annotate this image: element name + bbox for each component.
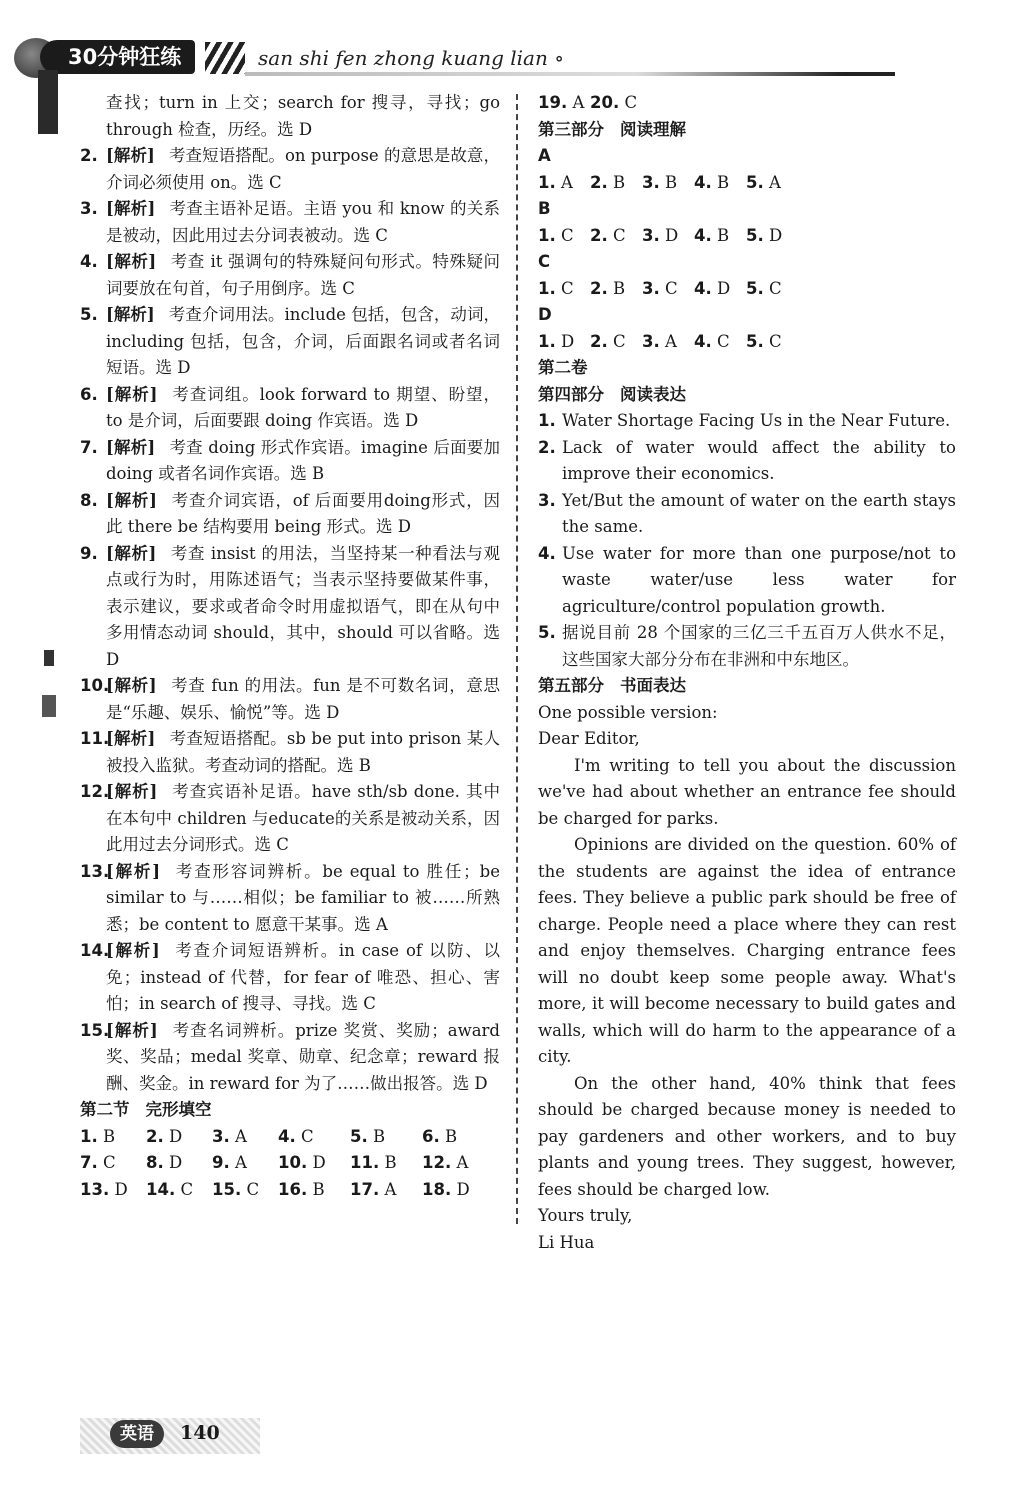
item-number: 12.	[80, 782, 110, 801]
answer-number: 3.	[642, 225, 660, 245]
answer-number: 5.	[746, 278, 764, 298]
answer-cell	[350, 1124, 422, 1151]
item-number: 9.	[80, 543, 98, 563]
answer-cell	[212, 1124, 278, 1151]
answer-number: 18.	[422, 1179, 452, 1199]
answer-number: 5.	[746, 331, 764, 351]
analysis-item	[80, 541, 500, 674]
answer-number: 14.	[146, 1179, 176, 1199]
item-number: 1.	[538, 411, 556, 430]
answer-value: C	[301, 1126, 314, 1146]
item-number: 4.	[80, 252, 98, 271]
essay-closing: Yours truly,	[538, 1206, 633, 1225]
page-number: 140	[180, 1422, 220, 1444]
answer-value: D	[769, 225, 783, 245]
analysis-item	[80, 488, 500, 541]
answer-value: A	[561, 172, 573, 192]
spine-mark-3	[42, 695, 56, 717]
answer-cell	[422, 1124, 494, 1151]
essay-paragraph-1: I'm writing to tell you about the discussion we've had about whether an entrance fee should be charged for parks.	[538, 755, 956, 828]
analysis-item	[80, 382, 500, 435]
brand-title: 30分钟狂练	[40, 40, 195, 74]
analysis-text: 考查介词用法。include 包括，包含，动词，including 包括，包含，介词，后面跟名词或者名词短语。选 D	[106, 305, 500, 377]
spine-mark	[38, 70, 58, 134]
answer-value: C	[613, 225, 626, 245]
analysis-text: 考查形容词辨析。be equal to 胜任；be similar to 与……相似；be familiar to 被……所熟悉；be content to 愿意干某事。选 A	[106, 861, 500, 934]
answer-cell	[642, 276, 694, 303]
answer-value: B	[717, 172, 730, 192]
section-heading-cloze	[80, 1097, 500, 1124]
answer-number: 5.	[746, 172, 764, 192]
analysis-item	[80, 673, 500, 726]
analysis-tag: [解析]	[106, 490, 157, 510]
answer-cell	[590, 276, 642, 303]
answer-number: 2.	[590, 225, 608, 245]
answer-cell	[146, 1177, 212, 1204]
answer-value: D	[717, 278, 731, 298]
answer-value: B	[312, 1179, 325, 1199]
answer-cell	[590, 329, 642, 356]
answer-row	[538, 170, 956, 197]
cloze-answers	[80, 1124, 500, 1204]
analysis-list	[80, 143, 500, 1097]
item-number: 2.	[80, 146, 98, 165]
answer-cell	[746, 329, 798, 356]
answer-value: A	[665, 331, 677, 351]
subject-badge: 英语	[110, 1420, 164, 1448]
answer-value: A	[456, 1153, 469, 1172]
answer-cell	[80, 1124, 146, 1151]
answer-value: A	[384, 1179, 397, 1199]
answer-value: C	[769, 278, 782, 298]
answer-number: 2.	[590, 331, 608, 351]
answer-row	[80, 1124, 500, 1151]
answer-value: B	[445, 1126, 458, 1146]
answer-value: A	[572, 93, 585, 112]
answer-value: C	[769, 331, 782, 351]
header-rule	[245, 72, 895, 76]
answer-number: 4.	[694, 278, 712, 298]
expression-item	[538, 541, 956, 621]
answer-value: B	[103, 1126, 116, 1146]
answer-value: A	[235, 1153, 247, 1172]
answer-cell	[746, 276, 798, 303]
answer-cell	[642, 170, 694, 197]
analysis-tag: [解析]	[106, 543, 157, 563]
reading-answer-groups	[538, 143, 956, 355]
left-column	[80, 90, 500, 1203]
expression-list	[538, 408, 956, 673]
part-title: 阅读理解	[620, 119, 686, 139]
part-number: 第四部分	[538, 384, 604, 404]
answer-number: 1.	[538, 331, 556, 351]
part5-heading	[538, 673, 956, 700]
answer-row	[80, 1150, 500, 1177]
answer-number: 3.	[642, 331, 660, 351]
answer-cell	[350, 1177, 422, 1204]
answer-value: D	[561, 331, 575, 351]
right-column	[538, 90, 956, 1256]
answer-cell	[538, 90, 590, 117]
analysis-text: 考查介词短语辨析。in case of 以防、以免；instead of 代替，for fear of 唯恐、担心、害怕；in search of 搜寻、寻找。选 C	[106, 941, 500, 1013]
continued-text: 查找；turn in 上交；search for 搜寻，寻找；go through 检查，历经。选 D	[106, 93, 500, 139]
analysis-tag: [解析]	[106, 1020, 158, 1040]
answer-number: 4.	[278, 1126, 296, 1146]
analysis-item	[80, 249, 500, 302]
answer-number: 4.	[694, 225, 712, 245]
answer-number: 15.	[212, 1179, 242, 1199]
answer-value: C	[103, 1153, 116, 1172]
item-number: 3.	[80, 199, 98, 218]
answer-cell	[590, 223, 642, 250]
part-title: 阅读表达	[620, 384, 686, 404]
expression-item	[538, 620, 956, 673]
analysis-text: 考查名词辨析。prize 奖赏、奖励；award 奖、奖品；medal 奖章、勋章、纪念章；reward 报酬、奖金。in reward for 为了……做出报答。选 D	[106, 1020, 500, 1093]
answer-row	[80, 1177, 500, 1204]
answer-number: 5.	[350, 1126, 368, 1146]
analysis-text: 考查 fun 的用法。fun 是不可数名词，意思是“乐趣、娱乐、愉悦”等。选 D	[106, 676, 500, 722]
answer-cell	[350, 1150, 422, 1177]
analysis-item	[80, 859, 500, 939]
answer-value: B	[384, 1153, 397, 1172]
item-number: 15.	[80, 1020, 110, 1040]
answer-number: 3.	[642, 172, 660, 192]
analysis-tag: [解析]	[106, 941, 160, 960]
answer-number: 1.	[80, 1126, 98, 1146]
analysis-item	[80, 196, 500, 249]
answer-number: 8.	[146, 1153, 164, 1172]
answer-value: C	[665, 278, 678, 298]
analysis-item	[80, 938, 500, 1018]
item-number: 14.	[80, 941, 110, 960]
expression-text: 据说目前 28 个国家的三亿三千五百万人供水不足，这些国家大部分分布在非洲和中东地区。	[562, 623, 956, 669]
analysis-text: 考查 it 强调句的特殊疑问句形式。特殊疑问词要放在句首，句子用倒序。选 C	[106, 252, 500, 298]
analysis-tag: [解析]	[106, 252, 157, 271]
essay-intro: One possible version:	[538, 702, 718, 722]
item-number: 13.	[80, 861, 110, 881]
answer-cell	[278, 1124, 350, 1151]
answer-number: 19.	[538, 93, 568, 112]
group-label: C	[538, 252, 551, 271]
answer-cell	[746, 223, 798, 250]
answer-cell	[538, 329, 590, 356]
answer-value: D	[312, 1153, 326, 1172]
analysis-tag: [解析]	[106, 199, 156, 218]
section-title: 完形填空	[145, 1100, 212, 1119]
answer-row	[538, 223, 956, 250]
answer-cell	[538, 170, 590, 197]
answer-value: C	[624, 93, 638, 112]
part3-heading	[538, 117, 956, 144]
answer-number: 20.	[590, 93, 620, 112]
answer-number: 17.	[350, 1179, 380, 1199]
section-number: 第二节	[80, 1100, 130, 1119]
answer-value: C	[561, 278, 574, 298]
expression-item	[538, 435, 956, 488]
column-divider	[516, 94, 518, 1224]
answer-cell	[278, 1150, 350, 1177]
answer-number: 6.	[422, 1126, 440, 1146]
answer-number: 7.	[80, 1153, 98, 1172]
analysis-text: 考查词组。look forward to 期望、盼望，to 是介词，后面要跟 doing 作宾语。选 D	[106, 384, 501, 430]
item-number: 10.	[80, 676, 110, 695]
answer-number: 1.	[538, 278, 556, 298]
answer-cell	[746, 170, 798, 197]
answer-cell	[80, 1177, 146, 1204]
page-header	[0, 20, 1024, 80]
essay-signature: Li Hua	[538, 1232, 595, 1252]
analysis-text: 考查短语搭配。sb be put into prison 某人被投入监狱。考查动词的搭配。选 B	[106, 729, 500, 775]
answer-cell	[278, 1177, 350, 1204]
analysis-text: 考查短语搭配。on purpose 的意思是故意，介词必须使用 on。选 C	[106, 146, 500, 192]
analysis-item	[80, 143, 500, 196]
answer-cell	[80, 1150, 146, 1177]
answer-number: 1.	[538, 225, 556, 245]
analysis-tag: [解析]	[106, 676, 157, 695]
part-number: 第三部分	[538, 119, 604, 139]
analysis-tag: [解析]	[106, 384, 158, 404]
expression-text: Lack of water would affect the ability to improve their economics.	[562, 437, 956, 483]
answer-cell	[538, 223, 590, 250]
analysis-text: 考查宾语补足语。have sth/sb done. 其中在本句中 children 与educate的关系是被动关系，因此用过去分词形式。选 C	[106, 782, 500, 854]
group-label: D	[538, 305, 552, 324]
item-number: 2.	[538, 437, 556, 457]
expression-text: Use water for more than one purpose/not to waste water/use less water for agriculture/control population growth.	[562, 543, 956, 616]
volume-heading: 第二卷	[538, 358, 588, 377]
spine-mark-2	[44, 650, 54, 666]
answer-number: 16.	[278, 1179, 308, 1199]
analysis-item	[80, 779, 500, 859]
answer-number: 2.	[146, 1126, 164, 1146]
answer-value: D	[169, 1126, 183, 1146]
answer-cell	[694, 276, 746, 303]
answer-value: D	[665, 225, 679, 245]
item-number: 4.	[538, 543, 556, 563]
answer-value: C	[246, 1179, 260, 1199]
item-number: 5.	[538, 623, 556, 642]
analysis-item	[80, 435, 500, 488]
group-label: A	[538, 146, 551, 165]
item-number: 8.	[80, 490, 98, 510]
expression-text: Water Shortage Facing Us in the Near Future.	[562, 411, 951, 430]
expression-text: Yet/But the amount of water on the earth stays the same.	[562, 490, 956, 536]
part-title: 书面表达	[620, 676, 686, 695]
pinyin-title: san shi fen zhong kuang lian ∘	[258, 46, 565, 70]
analysis-tag: [解析]	[106, 729, 156, 748]
item-number: 6.	[80, 384, 98, 404]
analysis-tag: [解析]	[106, 305, 155, 324]
answer-cell	[642, 223, 694, 250]
answer-value: A	[235, 1126, 247, 1146]
answer-cell	[694, 329, 746, 356]
answer-value: C	[613, 331, 626, 351]
item-number: 7.	[80, 437, 98, 457]
part4-heading	[538, 382, 956, 409]
answer-row	[538, 329, 956, 356]
answer-number: 4.	[694, 331, 712, 351]
answer-cell	[694, 170, 746, 197]
answer-cell	[422, 1150, 494, 1177]
item-number: 11.	[80, 729, 110, 748]
answer-number: 12.	[422, 1153, 452, 1172]
essay-greeting: Dear Editor,	[538, 729, 640, 748]
answer-value: B	[613, 278, 626, 298]
answer-cell	[590, 170, 642, 197]
answer-number: 2.	[590, 172, 608, 192]
group-label: B	[538, 199, 551, 218]
answer-value: B	[665, 172, 678, 192]
answer-cell	[422, 1177, 494, 1204]
analysis-text: 考查 doing 形式作宾语。imagine 后面要加 doing 或者名词作宾语。选 B	[106, 437, 500, 483]
answer-number: 9.	[212, 1153, 230, 1172]
part-number: 第五部分	[538, 676, 604, 695]
answer-cell	[146, 1124, 212, 1151]
essay	[538, 700, 956, 1257]
answer-value: B	[717, 225, 730, 245]
analysis-tag: [解析]	[106, 146, 155, 165]
answer-number: 13.	[80, 1179, 110, 1199]
answer-value: D	[456, 1179, 470, 1199]
expression-item	[538, 488, 956, 541]
answer-number: 11.	[350, 1153, 380, 1172]
answer-cell	[212, 1150, 278, 1177]
answer-number: 3.	[212, 1126, 230, 1146]
answer-value: C	[717, 331, 730, 351]
answer-value: B	[613, 172, 626, 192]
answer-value: A	[769, 172, 781, 192]
analysis-text: 考查 insist 的用法，当坚持某一种看法与观点或行为时，用陈述语气；当表示坚持要做某件事，表示建议，要求或者命令时用虚拟语气，即在从句中多用情态动词 should，其中，should 可以省略。选 D	[106, 543, 500, 669]
answer-number: 10.	[278, 1153, 308, 1172]
answer-cell	[538, 276, 590, 303]
essay-paragraph-2: Opinions are divided on the question. 60% of the students are against the idea of entrance fees. They believe a public park should be free of charge. People need a place where they can rest and enjoy themselves. Charging entrance fees will no doubt keep some people away. What's more, it will become necessary to build gates and walls, which will do harm to the appearance of a city.	[538, 835, 956, 1066]
analysis-tag: [解析]	[106, 782, 158, 801]
analysis-tag: [解析]	[106, 861, 161, 881]
answer-cell	[146, 1150, 212, 1177]
answer-number: 4.	[694, 172, 712, 192]
essay-paragraph-3: On the other hand, 40% think that fees should be charged because money is needed to pay gardeners and other workers, and to buy plants and young trees. They suggest, however, fees should be charged low.	[538, 1073, 956, 1199]
analysis-item	[80, 302, 500, 382]
item-number: 3.	[538, 490, 556, 510]
analysis-text: 考查主语补足语。主语 you 和 know 的关系是被动，因此用过去分词表被动。选 C	[106, 199, 500, 245]
answer-value: B	[373, 1126, 386, 1146]
answer-cell	[642, 329, 694, 356]
stripes-decoration	[205, 42, 245, 74]
analysis-item	[80, 726, 500, 779]
item-number: 5.	[80, 305, 98, 324]
answer-row	[538, 276, 956, 303]
answer-number: 3.	[642, 278, 660, 298]
answer-number: 5.	[746, 225, 764, 245]
answer-cell	[694, 223, 746, 250]
analysis-tag: [解析]	[106, 437, 156, 457]
answer-cell	[212, 1177, 278, 1204]
analysis-item	[80, 1018, 500, 1098]
answer-number: 1.	[538, 172, 556, 192]
footer-decoration	[80, 1418, 260, 1454]
answer-value: D	[114, 1179, 128, 1199]
analysis-text: 考查介词宾语，of 后面要用doing形式，因此 there be 结构要用 being 形式。选 D	[106, 490, 500, 536]
answer-cell	[590, 90, 642, 117]
answer-value: D	[169, 1153, 183, 1172]
answer-number: 2.	[590, 278, 608, 298]
answer-value: C	[180, 1179, 194, 1199]
answer-value: C	[561, 225, 574, 245]
answer-row-19-20	[538, 90, 956, 117]
expression-item	[538, 408, 956, 435]
